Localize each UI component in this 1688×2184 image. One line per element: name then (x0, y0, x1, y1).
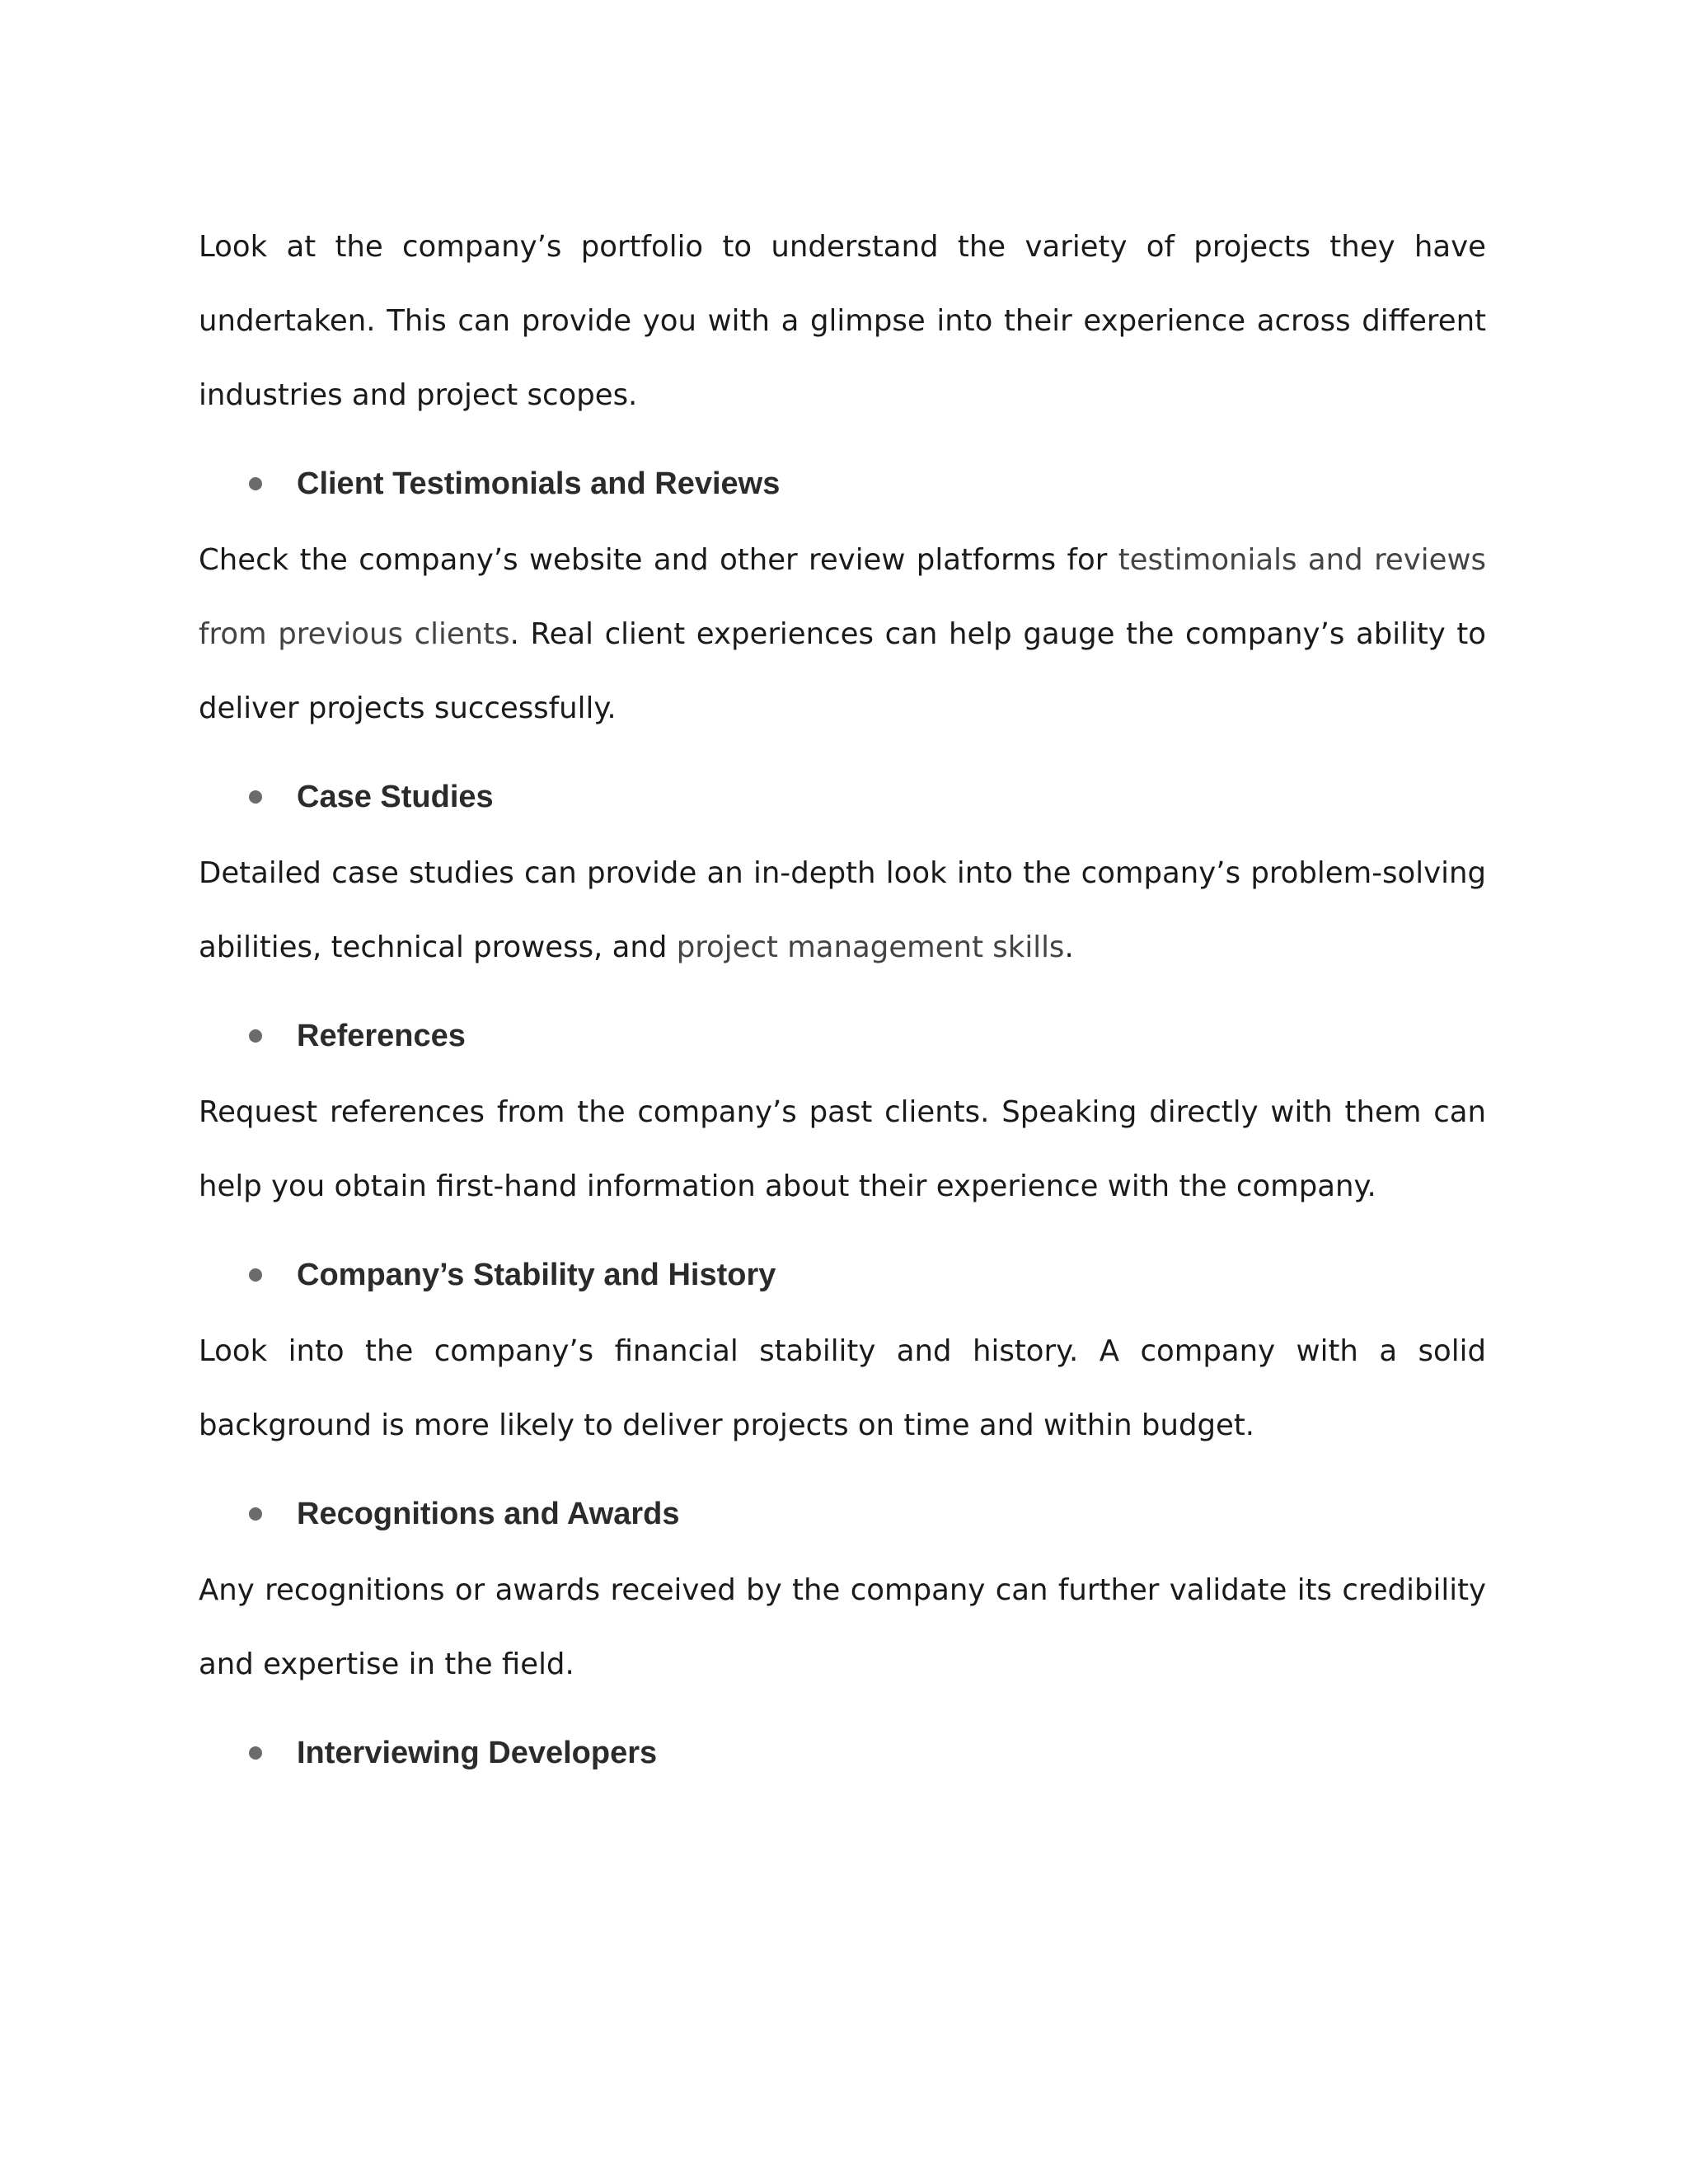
inline-link[interactable]: testimonials and reviews from previous clients (199, 543, 1486, 651)
inline-link[interactable]: project management skills (676, 930, 1065, 964)
section-paragraph (199, 837, 1486, 985)
bullet-item-interviewing-developers (199, 1728, 1486, 1778)
intro-paragraph: Look at the company’s portfolio to understand the variety of projects they have undertaken. This can provide you with a glimpse into their experience across different industries and project scopes. (199, 230, 1486, 412)
bullet-item-references (199, 1011, 1486, 1061)
bullet-item-case-studies (199, 772, 1486, 822)
section-heading: Client Testimonials and Reviews (297, 466, 781, 501)
section-heading: Recognitions and Awards (297, 1497, 680, 1531)
section-paragraph: Any recognitions or awards received by the company can further validate its credibility and expertise in the field. (199, 1573, 1486, 1681)
bullet-icon (249, 1746, 262, 1760)
section-paragraph: Look into the company’s financial stability and history. A company with a solid background is more likely to deliver projects on time and within budget. (199, 1334, 1486, 1442)
paragraph-text: Detailed case studies can provide an in-depth look into the company’s problem-solving abilities, technical prowess, and (199, 856, 1486, 964)
section-paragraph (199, 523, 1486, 746)
section-heading: References (297, 1019, 466, 1053)
bullet-icon (249, 1268, 262, 1282)
paragraph-text: . (1064, 930, 1074, 964)
bullet-icon (249, 477, 262, 490)
paragraph-text: Check the company’s website and other review platforms for (199, 543, 1118, 577)
bullet-icon (249, 1029, 262, 1043)
bullet-item-client-testimonials (199, 459, 1486, 509)
section-paragraph: Request references from the company’s past clients. Speaking directly with them can help you obtain first-hand information about their experience with the company. (199, 1095, 1486, 1203)
paragraph-text: . Real client experiences can help gauge the company’s ability to deliver projects successfully. (199, 617, 1486, 725)
section-heading: Company’s Stability and History (297, 1258, 776, 1292)
bullet-item-stability-history (199, 1250, 1486, 1300)
bullet-icon (249, 1507, 262, 1521)
bullet-item-recognitions-awards (199, 1489, 1486, 1539)
document-content (199, 210, 1486, 1793)
section-heading: Interviewing Developers (297, 1736, 658, 1770)
section-heading: Case Studies (297, 780, 494, 814)
bullet-icon (249, 790, 262, 804)
